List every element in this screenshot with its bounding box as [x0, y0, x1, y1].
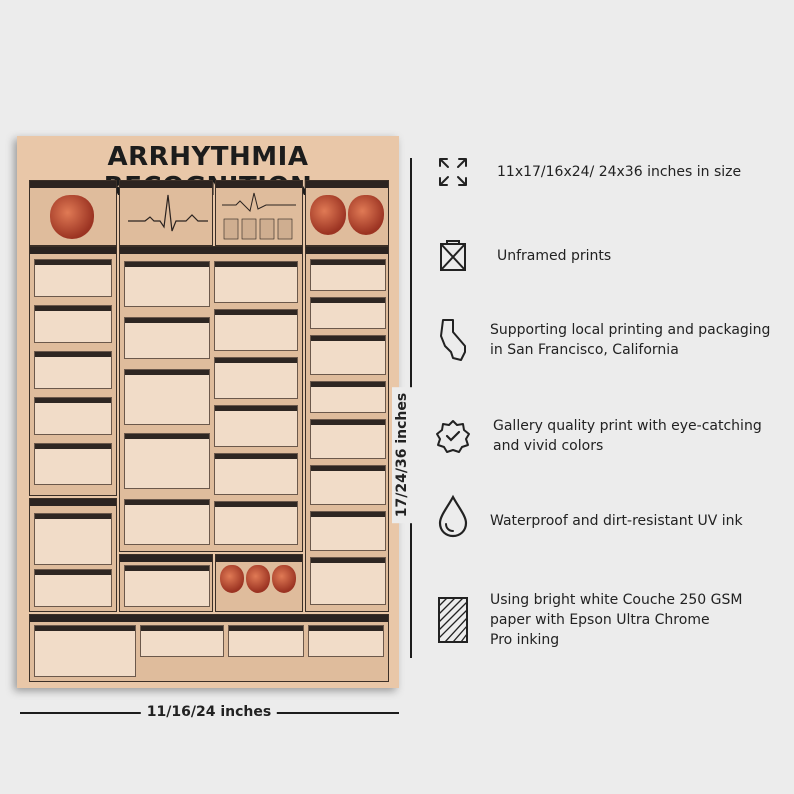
water-drop-icon — [435, 494, 471, 538]
feature-quality-text: Gallery quality print with eye-catching and vivid colors — [493, 418, 762, 454]
feature-local-text: Supporting local printing and packaging in San Francisco, California — [490, 322, 771, 358]
feature-paper-text: Using bright white Couche 250 GSM paper with Epson Ultra Chrome Pro inking — [490, 592, 743, 648]
heart-illustration — [272, 565, 296, 593]
paper-texture-icon — [435, 596, 471, 644]
heart-illustration — [348, 195, 384, 235]
poster-panel — [305, 246, 389, 612]
poster-panel — [119, 554, 213, 612]
poster-panel — [305, 180, 389, 246]
poster-image — [17, 136, 399, 688]
quality-badge-icon — [435, 418, 471, 454]
heart-illustration — [310, 195, 346, 235]
poster-panel — [215, 180, 303, 246]
heart-illustration — [246, 565, 270, 593]
feature-unframed-text: Unframed prints — [497, 248, 612, 264]
poster-panel — [29, 246, 117, 496]
poster-panel — [119, 246, 303, 552]
heart-illustration — [50, 195, 94, 239]
width-dimension-label: 11/16/24 inches — [141, 702, 277, 722]
feature-waterproof-text: Waterproof and dirt-resistant UV ink — [490, 513, 743, 529]
heart-illustration — [220, 565, 244, 593]
ecg-waveform — [216, 181, 302, 245]
poster-panel — [29, 614, 389, 682]
poster-panel — [215, 554, 303, 612]
unframed-box-icon — [435, 238, 471, 274]
feature-size-text: 11x17/16x24/ 24x36 inches in size — [497, 164, 742, 180]
ecg-waveform — [120, 181, 212, 245]
poster-panel — [29, 498, 117, 612]
resize-arrows-icon — [435, 154, 471, 190]
poster-panel — [29, 180, 117, 246]
poster-panel — [119, 180, 213, 246]
poster-title: ARRHYTHMIA — [107, 142, 309, 172]
height-dimension-label: 17/24/36 inches — [392, 387, 412, 523]
california-map-icon — [435, 318, 471, 362]
